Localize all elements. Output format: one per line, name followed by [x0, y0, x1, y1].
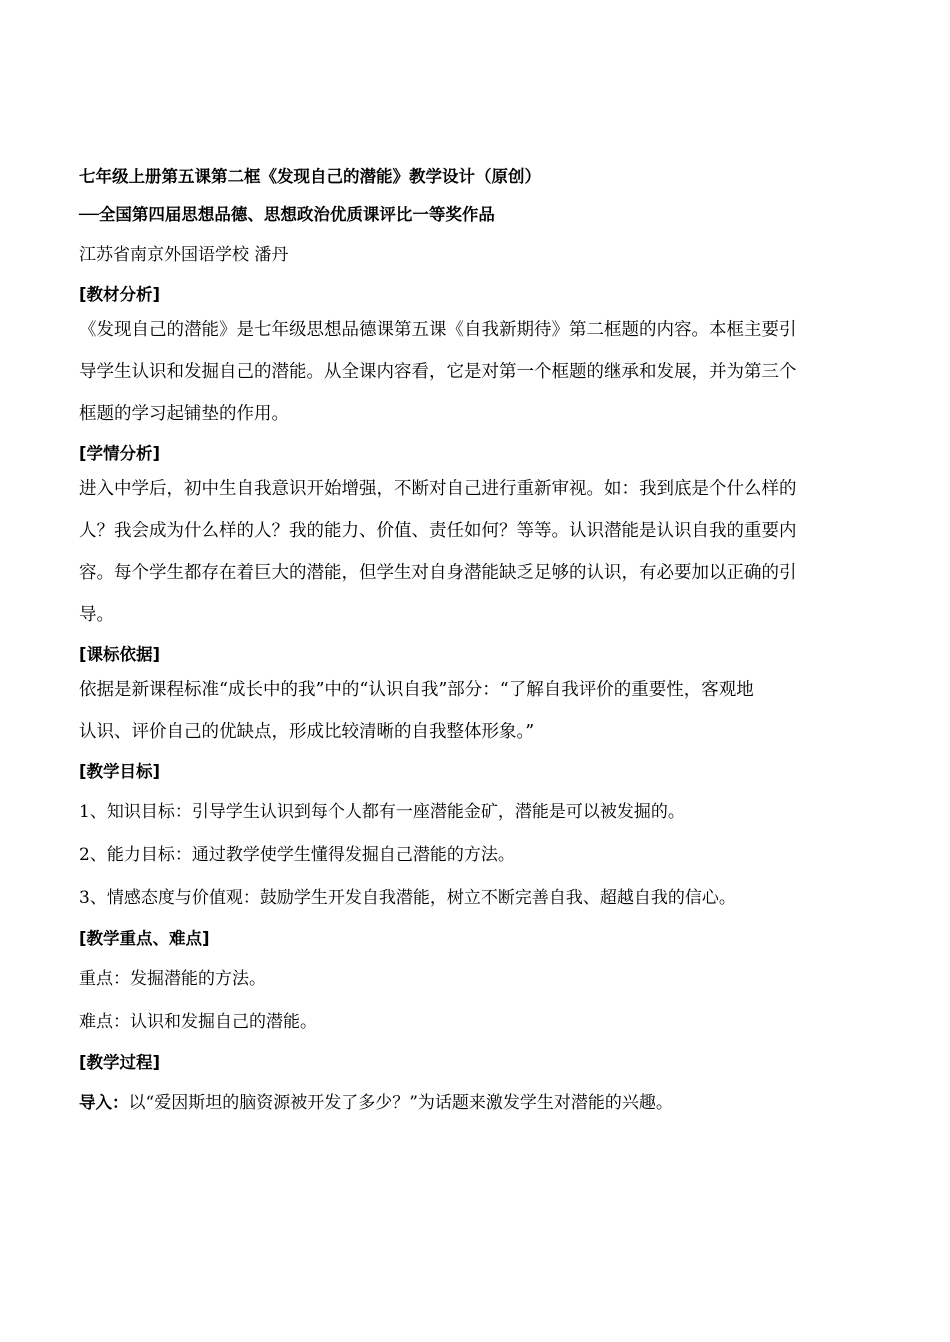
paragraph-line: 导。: [79, 605, 114, 625]
document-title: 七年级上册第五课第二框《发现自己的潜能》教学设计（原创）: [79, 167, 541, 186]
intro-text: 以“爱因斯坦的脑资源被开发了多少？”为话题来激发学生对潜能的兴趣。: [128, 1093, 673, 1113]
difficult-point: 难点：认识和发掘自己的潜能。: [79, 1012, 317, 1032]
key-point: 重点：发掘潜能的方法。: [79, 969, 266, 989]
intro-paragraph: [79, 1092, 872, 1114]
paragraph-line: 框题的学习起铺垫的作用。: [79, 404, 289, 424]
paragraph-line: 容。每个学生都存在着巨大的潜能，但学生对自身潜能缺乏足够的认识，有必要加以正确的引: [79, 563, 797, 583]
section-body-standard: [79, 667, 872, 755]
document-author: 江苏省南京外国语学校 潘丹: [79, 245, 289, 265]
paragraph-line: 人？我会成为什么样的人？我的能力、价值、责任如何？等等。认识潜能是认识自我的重要内: [79, 521, 797, 541]
section-heading-standard: [课标依据]: [79, 645, 161, 664]
section-body-material: [79, 307, 872, 437]
section-body-students: [79, 466, 872, 638]
document-subtitle: ──全国第四届思想品德、思想政治优质课评比一等奖作品: [79, 205, 495, 224]
paragraph-line: 依据是新课程标准“成长中的我”中的“认识自我”部分：“了解自我评价的重要性，客观地: [79, 680, 754, 700]
section-heading-material: [教材分析]: [79, 285, 161, 304]
section-heading-process: [教学过程]: [79, 1053, 161, 1072]
paragraph-line: 《发现自己的潜能》是七年级思想品德课第五课《自我新期待》第二框题的内容。本框主要引: [79, 320, 797, 340]
intro-label: 导入：: [79, 1093, 129, 1112]
goal-item-ability: 2、能力目标：通过教学使学生懂得发掘自己潜能的方法。: [79, 845, 515, 865]
section-body-goals: [79, 801, 872, 909]
section-body-keypoints: [79, 968, 872, 1033]
document-page: [79, 166, 872, 1114]
goal-item-knowledge: 1、知识目标：引导学生认识到每个人都有一座潜能金矿，潜能是可以被发掘的。: [79, 802, 685, 822]
paragraph-line: 认识、评价自己的优缺点，形成比较清晰的自我整体形象。”: [79, 722, 535, 742]
section-heading-keypoints: [教学重点、难点]: [79, 929, 210, 948]
goal-item-attitude: 3、情感态度与价值观：鼓励学生开发自我潜能，树立不断完善自我、超越自我的信心。: [79, 888, 736, 908]
paragraph-line: 导学生认识和发掘自己的潜能。从全课内容看，它是对第一个框题的继承和发展，并为第三个: [79, 362, 797, 382]
section-body-process: [79, 1092, 872, 1114]
section-heading-goals: [教学目标]: [79, 762, 161, 781]
section-heading-students: [学情分析]: [79, 444, 161, 463]
paragraph-line: 进入中学后，初中生自我意识开始增强，不断对自己进行重新审视。如：我到底是个什么样的: [79, 479, 797, 499]
